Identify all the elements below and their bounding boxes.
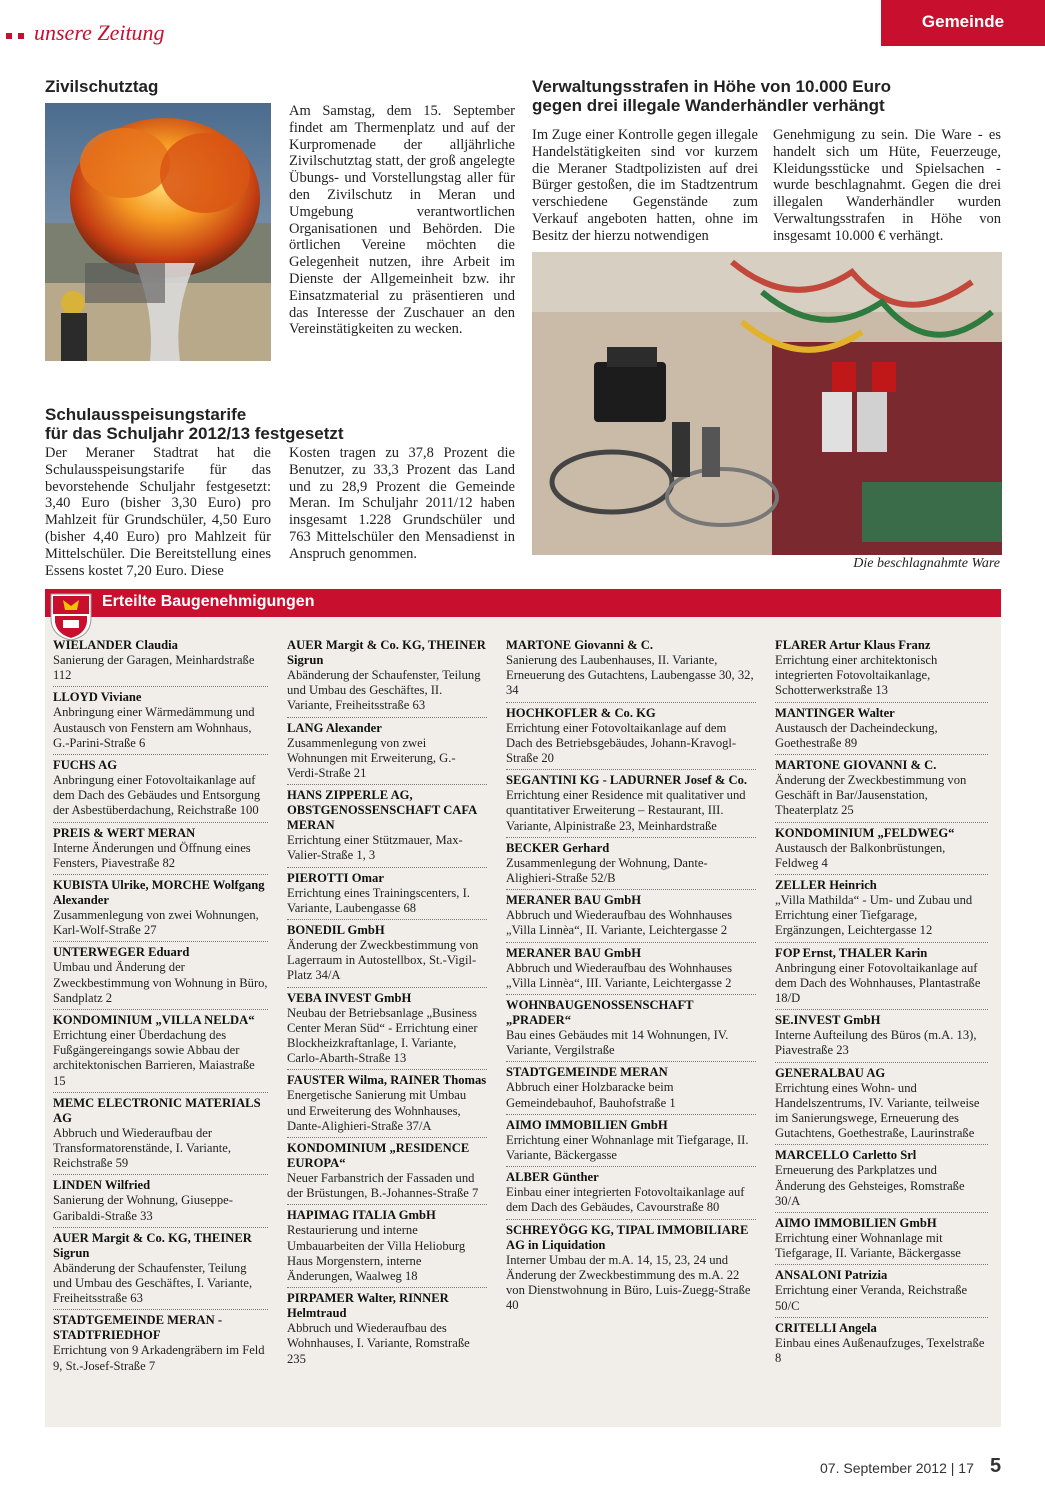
permit-description: Abänderung der Schaufenster, Teilung und Umbau des Geschäftes, II. Variante, Freiheitsstraße 63	[287, 668, 481, 713]
permit-description: Sanierung der Wohnung, Giuseppe-Garibaldi-Straße 33	[53, 1193, 233, 1223]
permit-entry	[53, 1177, 268, 1227]
permit-holder: PIEROTTI Omar	[287, 870, 384, 885]
permit-entry	[775, 945, 988, 1011]
permit-description: Sanierung des Laubenhauses, II. Variante, Erneuerung des Gutachtens, Laubengasse 30, 32, 34	[506, 653, 754, 698]
permits-column-3	[506, 637, 756, 1318]
permit-description: Abbruch einer Holzbaracke beim Gemeindebauhof, Bauhofstraße 1	[506, 1080, 676, 1110]
permit-description: Errichtung einer Stützmauer, Max-Valier-Straße 1, 3	[287, 833, 463, 863]
permit-entry	[287, 1290, 487, 1370]
issue-date: 07. September 2012 | 17	[820, 1460, 974, 1476]
permit-holder: HOCHKOFLER & Co. KG	[506, 705, 656, 720]
permit-description: Abbruch und Wiederaufbau des Wohnhauses „Villa Linnèa“, III. Variante, Leichtergasse 2	[506, 960, 733, 990]
permit-description: Errichtung einer Überdachung des Fußgängereingangs sowie Abbau der architektonischen Barrieren, Maiastraße 15	[53, 1028, 255, 1088]
permit-description: Zusammenlegung von zwei Wohnungen mit Erweiterung, G.-Verdi-Straße 21	[287, 735, 456, 781]
permit-holder: ZELLER Heinrich	[775, 878, 877, 893]
permit-description: Errichtung eines Wohn- und Handelszentrums, IV. Variante, teilweise im Sanierungswege, Erneuerung des Gutachtens, Goethestraße, Laurinstraße	[775, 1080, 980, 1141]
permit-entry	[506, 1117, 756, 1167]
permit-entry	[775, 637, 988, 703]
permit-description: Errichtung eines Trainingscenters, I. Variante, Laubengasse 68	[287, 885, 470, 915]
schule-title-line1: Schulausspeisungstarife	[45, 405, 247, 424]
permit-holder: KUBISTA Ulrike, MORCHE Wolfgang Alexander	[53, 878, 265, 908]
logo-square-icon	[6, 33, 12, 39]
permit-holder: LINDEN Wilfried	[53, 1178, 151, 1193]
strafen-title-line1: Verwaltungsstrafen in Höhe von 10.000 Euro	[532, 77, 891, 96]
permit-entry	[53, 877, 268, 942]
permit-holder: STADTGEMEINDE MERAN - STADTFRIEDHOF	[53, 1313, 223, 1343]
permit-holder: FUCHS AG	[53, 758, 118, 773]
permit-holder: BONEDIL GmbH	[287, 923, 385, 938]
permit-entry	[287, 1140, 487, 1205]
permit-description: Errichtung einer Wohnanlage mit Tiefgarage, II. Variante, Bäckergasse	[775, 1231, 961, 1261]
permit-description: Errichtung einer Wohnanlage mit Tiefgarage, II. Variante, Bäckergasse	[506, 1132, 749, 1163]
permit-description: Erneuerung des Parkplatzes und Änderung des Gehsteiges, Romstraße 30/A	[775, 1163, 965, 1208]
permit-entry	[775, 1012, 988, 1062]
schule-text-col2: Kosten tragen zu 37,8 Prozent die Benutzer, zu 33,3 Prozent das Land und zu 28,9 Prozent die Gemeinde Meran. Im Schuljahr 2011/12 haben insgesamt 1.228 Grundschüler und 763 Mittelschüler den Mensadienst in Anspruch genommen.	[289, 445, 515, 562]
permit-entry	[506, 997, 756, 1062]
permit-holder: KONDOMINIUM „RESIDENCE EUROPA“	[287, 1141, 470, 1171]
permit-entry	[287, 787, 487, 867]
permit-entry	[287, 922, 487, 988]
permit-holder: MANTINGER Walter	[775, 705, 895, 720]
strafen-title	[532, 77, 1002, 115]
permit-holder: MERANER BAU GmbH	[506, 893, 642, 908]
permit-description: Restaurierung und interne Umbauarbeiten der Villa Helioburg Haus Morgenstern, interne Änderungen, Waalweg 18	[287, 1223, 466, 1284]
permit-description: Anbringung einer Wärmedämmung und Austausch von Fenstern am Wohnhaus, G.-Parini-Straße 6	[53, 705, 255, 750]
fire-explosion-image	[45, 103, 271, 361]
permit-entry	[53, 825, 268, 875]
permit-holder: MEMC ELECTRONIC MATERIALS AG	[53, 1095, 261, 1125]
permit-holder: MERANER BAU GmbH	[506, 945, 642, 960]
permit-description: Austausch der Dacheindeckung, Goethestraße 89	[775, 720, 938, 750]
permit-entry	[506, 1064, 756, 1114]
permit-description: Zusammenlegung der Wohnung, Dante-Alighieri-Straße 52/B	[506, 855, 708, 886]
zivilschutz-title: Zivilschutztag	[45, 77, 159, 96]
permit-entry	[53, 1012, 268, 1093]
permit-holder: VEBA INVEST GmbH	[287, 990, 412, 1005]
permit-description: Abänderung der Schaufenster, Teilung und Umbau des Geschäftes, I. Variante, Freiheitsstraße 63	[53, 1260, 253, 1306]
permit-holder: AUER Margit & Co. KG, THEINER Sigrun	[287, 638, 486, 667]
permit-description: Abbruch und Wiederaufbau des Wohnhauses „Villa Linnèa“, II. Variante, Leichtergasse 2	[506, 908, 733, 938]
permit-holder: ANSALONI Patrizia	[775, 1268, 888, 1283]
permit-description: Austausch der Balkonbrüstungen, Feldweg 4	[775, 840, 946, 870]
permit-entry	[287, 1072, 487, 1138]
permit-description: Errichtung von 9 Arkadengräbern im Feld 9, St.-Josef-Straße 7	[53, 1343, 265, 1373]
permit-entry	[506, 945, 756, 995]
permit-entry	[775, 825, 988, 875]
permit-entry	[287, 720, 487, 786]
logo-text: unsere Zeitung	[34, 20, 165, 45]
schule-title-line2: für das Schuljahr 2012/13 festgesetzt	[45, 424, 344, 443]
permit-entry	[506, 1169, 756, 1219]
permit-holder: AIMO IMMOBILIEN GmbH	[506, 1117, 668, 1132]
permit-entry	[775, 1267, 988, 1317]
schule-text-col1: Der Meraner Stadtrat hat die Schulausspeisungstarife für das bevorstehende Schuljahr festgesetzt: 3,40 Euro (bisher 3,30 Euro) pro Mahlzeit für Grundschüler, 4,50 Euro (bisher 4,40 Euro) pro Mahlzeit für Mittelschüler. Die Bereitstellung eines Essens kostet 7,20 Euro. Diese	[45, 445, 271, 579]
permit-entry	[287, 990, 487, 1071]
permit-holder: AIMO IMMOBILIEN GmbH	[775, 1216, 937, 1231]
confiscated-goods-image	[532, 252, 1002, 555]
permit-entry	[506, 1222, 756, 1317]
permit-holder: FLARER Artur Klaus Franz	[775, 638, 931, 652]
permit-description: „Villa Mathilda“ - Um- und Zubau und Errichtung einer Tiefgarage, Ergänzungen, Leichtergasse 12	[775, 893, 973, 938]
permit-holder: SE.INVEST GmbH	[775, 1013, 881, 1028]
permit-entry	[775, 1320, 988, 1369]
coat-of-arms-icon	[49, 592, 93, 642]
permit-holder: HAPIMAG ITALIA GmbH	[287, 1208, 436, 1223]
permit-holder: HANS ZIPPERLE AG, OBSTGENOSSENSCHAFT CAFA MERAN	[287, 788, 477, 833]
permit-entry	[775, 1215, 988, 1265]
permit-holder: BECKER Gerhard	[506, 840, 610, 855]
permit-description: Anbringung einer Fotovoltaikanlage auf dem Dach des Gebäudes und Entsorgung der Asbestüberdachung, Reichstraße 100	[53, 773, 261, 818]
strafen-text-col1: Im Zuge einer Kontrolle gegen illegale Handelstätigkeiten sind vor kurzem die Meraner Stadtpolizisten auf drei Bürger gestoßen, die im Stadtzentrum verschiedene Gegenstände zum Verkauf angeboten hatten, ohne im Besitz der hierzu notwendigen	[532, 127, 758, 244]
strafen-text-col2: Genehmigung zu sein. Die Ware - es handelt sich um Hüte, Feuerzeuge, Kleidungsstücke und Spielsachen - wurde beschlagnahmt. Gegen die drei illegalen Wanderhändler wurden Verwaltungsstrafen in Höhe von insgesamt 10.000 € verhängt.	[773, 127, 1001, 244]
permit-description: Energetische Sanierung mit Umbau und Erweiterung des Wohnhauses, Dante-Alighieri-Straße 37/A	[287, 1088, 467, 1133]
permit-entry	[287, 1207, 487, 1288]
permit-entry	[287, 870, 487, 920]
permit-entry	[775, 705, 988, 755]
permits-title: Erteilte Baugenehmigungen	[102, 593, 315, 610]
permit-description: Interne Aufteilung des Büros (m.A. 13), Piavestraße 23	[775, 1028, 977, 1058]
permit-description: Änderung der Zweckbestimmung von Lagerraum in Autostellbox, St.-Vigil-Platz 34/A	[287, 938, 479, 983]
permit-entry	[506, 705, 756, 771]
fire-photo	[45, 103, 271, 361]
permits-header	[45, 589, 1001, 617]
zivilschutz-text: Am Samstag, dem 15. September findet am Thermenplatz und auf der Kurpromenade der alljährliche Zivilschutztag statt, der groß angelegte Übungs- und Vorstellungstag aller für den Zivilschutz in Meran und Umgebung verantwortlichen Organisationen und Behörden. Die örtlichen Vereine möchten die Gelegenheit nutzen, ihre Arbeit im Dienste der Allgemeinheit bzw. ihr Einsatzmaterial zu präsentieren und das Interesse der Zuschauer an den Vereinstätigkeiten zu wecken.	[289, 103, 515, 338]
permit-holder: UNTERWEGER Eduard	[53, 945, 190, 960]
section-label: Gemeinde	[881, 0, 1045, 46]
page-number: 5	[990, 1455, 1002, 1477]
permit-description: Neubau der Betriebsanlage „Business Center Meran Süd“ - Errichtung einer Blockheizkraftanlage, I. Variante, Carlo-Abarth-Straße 13	[287, 1005, 478, 1066]
permit-holder: LANG Alexander	[287, 720, 382, 735]
permit-description: Errichtung einer Residence mit qualitativer und quantitativer Erweiterung – Restaurant, III. Variante, Alpinistraße 23, Meinhardstraße	[506, 788, 746, 833]
permit-holder: FAUSTER Wilma, RAINER Thomas	[287, 1073, 487, 1088]
confiscated-goods-photo	[532, 252, 1002, 555]
permit-entry	[506, 772, 756, 838]
permit-holder: MARTONE GIOVANNI & C.	[775, 758, 937, 773]
permit-holder: AUER Margit & Co. KG, THEINER Sigrun	[53, 1230, 252, 1260]
permit-entry	[506, 892, 756, 942]
permit-holder: MARTONE Giovanni & C.	[506, 638, 653, 652]
permit-entry	[53, 637, 268, 687]
permit-holder: GENERALBAU AG	[775, 1065, 886, 1080]
permit-description: Errichtung einer Veranda, Reichstraße 50/C	[775, 1283, 968, 1313]
permit-entry	[53, 689, 268, 755]
permit-holder: LLOYD Viviane	[53, 690, 142, 705]
permit-holder: STADTGEMEINDE MERAN	[506, 1065, 668, 1080]
permits-column-4	[775, 637, 988, 1371]
permit-entry	[506, 637, 756, 703]
permit-description: Einbau einer integrierten Fotovoltaikanlage auf dem Dach des Gebäudes, Cavourstraße 80	[506, 1185, 745, 1215]
permit-description: Abbruch und Wiederaufbau des Wohnhauses, I. Variante, Romstraße 235	[287, 1321, 470, 1366]
permit-holder: SEGANTINI KG - LADURNER Josef & Co.	[506, 773, 748, 788]
permit-holder: SCHREYÖGG KG, TIPAL IMMOBILIARE AG in Liquidation	[506, 1222, 749, 1252]
permit-holder: WIELANDER Claudia	[53, 638, 178, 652]
permit-description: Errichtung einer Fotovoltaikanlage auf dem Dach des Betriebsgebäudes, Johann-Kravogl-Straße 20	[506, 720, 737, 766]
permit-holder: FOP Ernst, THALER Karin	[775, 945, 928, 960]
strafen-title-line2: gegen drei illegale Wanderhändler verhängt	[532, 96, 885, 115]
permit-description: Sanierung der Garagen, Meinhardstraße 112	[53, 653, 255, 683]
permits-column-2	[287, 637, 487, 1372]
permit-holder: KONDOMINIUM „VILLA NELDA“	[53, 1013, 255, 1028]
permit-description: Einbau eines Außenaufzuges, Texelstraße 8	[775, 1335, 985, 1366]
permits-column-1	[53, 637, 268, 1379]
permit-holder: CRITELLI Angela	[775, 1320, 877, 1335]
permit-description: Bau eines Gebäudes mit 14 Wohnungen, IV. Variante, Vergilstraße	[506, 1028, 729, 1058]
permit-description: Zusammenlegung von zwei Wohnungen, Karl-Wolf-Straße 27	[53, 908, 259, 938]
permit-entry	[775, 877, 988, 943]
permit-holder: KONDOMINIUM „FELDWEG“	[775, 825, 955, 840]
permit-description: Interne Änderungen und Öffnung eines Fensters, Piavestraße 82	[53, 840, 251, 870]
permit-description: Interner Umbau der m.A. 14, 15, 23, 24 und Änderung der Zweckbestimmung des m.A. 22 von Dienstwohnung in Büro, Luis-Zuegg-Straße 40	[506, 1252, 751, 1313]
permit-entry	[53, 1312, 268, 1376]
permit-description: Neuer Farbanstrich der Fassaden und der Brüstungen, B.-Johannes-Straße 7	[287, 1171, 479, 1201]
permit-entry	[506, 840, 756, 890]
permit-holder: ALBER Günther	[506, 1170, 599, 1185]
permit-description: Errichtung einer architektonisch integrierten Fotovoltaikanlage, Schotterwerkstraße 13	[775, 653, 938, 698]
permit-entry	[53, 1230, 268, 1311]
permit-description: Anbringung einer Fotovoltaikanlage auf dem Dach des Wohnhauses, Plantastraße 18/D	[775, 960, 981, 1006]
permit-entry	[775, 757, 988, 823]
permit-description: Änderung der Zweckbestimmung von Geschäft in Bar/Jausenstation, Theaterplatz 25	[775, 773, 967, 818]
logo-square-icon	[18, 33, 24, 39]
schule-title	[45, 405, 515, 443]
publication-logo	[6, 20, 165, 50]
permit-entry	[53, 757, 268, 823]
permit-entry	[775, 1065, 988, 1146]
photo-caption: Die beschlagnahmte Ware	[853, 556, 1000, 571]
permit-description: Abbruch und Wiederaufbau der Transformatorenstände, I. Variante, Reichstraße 59	[53, 1125, 232, 1171]
permit-description: Umbau und Änderung der Zweckbestimmung von Wohnung in Büro, Sandplatz 2	[53, 960, 268, 1005]
permit-holder: MARCELLO Carletto Srl	[775, 1148, 917, 1163]
permit-entry	[287, 637, 487, 718]
permit-entry	[775, 1147, 988, 1213]
permit-holder: PIRPAMER Walter, RINNER Helmtraud	[287, 1291, 449, 1321]
permit-entry	[53, 1095, 268, 1176]
permit-holder: WOHNBAUGENOSSENSCHAFT „PRADER“	[506, 998, 694, 1028]
permit-holder: PREIS & WERT MERAN	[53, 825, 196, 840]
permit-entry	[53, 944, 268, 1010]
